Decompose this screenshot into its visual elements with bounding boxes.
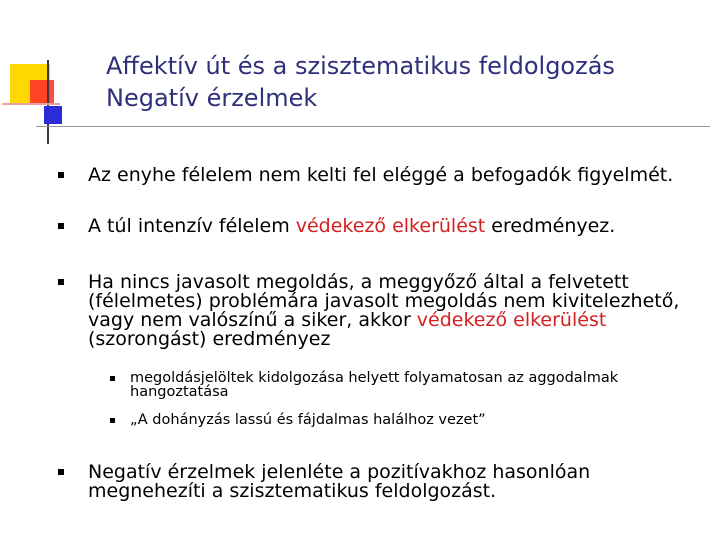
bullet-item-1 [88, 166, 708, 185]
decor-vertical-line [47, 60, 49, 144]
bullet-marker [58, 279, 64, 285]
slide-subtitle: Negatív érzelmek [106, 84, 318, 112]
bullet-text: Negatív érzelmek jelenléte a pozitívakhoz hasonlóan megnehezíti a szisztematikus feldolgozást. [88, 461, 591, 502]
bullet-item-2 [88, 217, 708, 236]
bullet-text: (szorongást) eredményez [88, 328, 331, 350]
bullet-item-3 [88, 273, 708, 349]
bullet-text: A túl intenzív félelem [88, 215, 296, 237]
subbullet-item-2 [130, 413, 690, 427]
subbullet-text: „A dohányzás lassú és fájdalmas halálhoz vezet” [130, 412, 486, 428]
slide-title-line1: Affektív út és a szisztematikus feldolgozás [106, 52, 615, 80]
title-divider [36, 126, 710, 127]
bullet-item-4 [88, 463, 708, 501]
bullet-marker [58, 469, 64, 475]
decor-blue-square [44, 106, 62, 124]
slide-title [106, 50, 615, 114]
bullet-text: eredményez. [485, 215, 616, 237]
bullet-highlight: védekező elkerülést [416, 309, 607, 331]
decor-red-square [30, 80, 54, 104]
decor-horizontal-line [2, 103, 60, 105]
bullet-highlight: védekező elkerülést [295, 215, 486, 237]
subbullet-item-1 [130, 371, 690, 399]
bullet-text: Ha nincs javasolt megoldás, a meggyőző által a felvetett (félelmetes) problémára javasolt megoldás nem kivitelezhető, vagy nem valószínű a siker, akkor [88, 271, 680, 331]
subbullet-marker [110, 418, 115, 423]
subbullet-marker [110, 376, 115, 381]
bullet-marker [58, 172, 64, 178]
bullet-text: Az enyhe félelem nem kelti fel eléggé a befogadók figyelmét. [88, 164, 674, 186]
subbullet-text: megoldásjelöltek kidolgozása helyett folyamatosan az aggodalmak hangoztatása [130, 370, 619, 400]
bullet-marker [58, 223, 64, 229]
